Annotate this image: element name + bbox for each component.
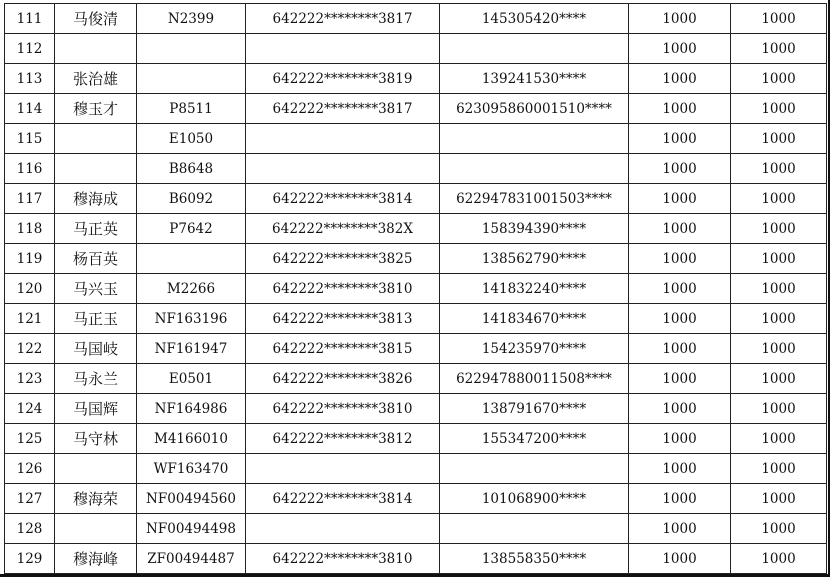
id-number-cell[interactable]: 642222********3815 xyxy=(246,334,440,364)
plate-cell[interactable]: E0501 xyxy=(137,364,246,394)
plate-cell[interactable]: NF161947 xyxy=(137,334,246,364)
account-cell[interactable]: 141832240**** xyxy=(440,274,629,304)
plate-cell[interactable] xyxy=(137,244,246,274)
plate-cell[interactable]: WF163470 xyxy=(137,454,246,484)
amount-cell-a[interactable]: 1000 xyxy=(629,304,731,334)
id-number-cell[interactable]: 642222********3814 xyxy=(246,484,440,514)
amount-cell-b[interactable]: 1000 xyxy=(731,34,827,64)
id-number-cell[interactable] xyxy=(246,514,440,544)
plate-cell[interactable]: NF00494560 xyxy=(137,484,246,514)
row-number-cell[interactable]: 121 xyxy=(5,304,55,334)
plate-cell[interactable]: B6092 xyxy=(137,184,246,214)
plate-cell[interactable]: E1050 xyxy=(137,124,246,154)
table-row xyxy=(5,364,827,394)
account-cell[interactable]: 138558350**** xyxy=(440,544,629,574)
id-number-cell[interactable]: 642222********3825 xyxy=(246,244,440,274)
table-row xyxy=(5,34,827,64)
id-number-cell[interactable]: 642222********3817 xyxy=(246,4,440,34)
id-number-cell[interactable]: 642222********3810 xyxy=(246,274,440,304)
table-row xyxy=(5,184,827,214)
id-number-cell[interactable]: 642222********3810 xyxy=(246,394,440,424)
amount-cell-b[interactable]: 1000 xyxy=(731,214,827,244)
amount-cell-a[interactable]: 1000 xyxy=(629,34,731,64)
account-cell[interactable]: 101068900**** xyxy=(440,484,629,514)
amount-cell-a[interactable]: 1000 xyxy=(629,544,731,574)
amount-cell-b[interactable]: 1000 xyxy=(731,394,827,424)
amount-cell-b[interactable]: 1000 xyxy=(731,94,827,124)
id-number-cell[interactable]: 642222********3810 xyxy=(246,544,440,574)
plate-cell[interactable]: B8648 xyxy=(137,154,246,184)
amount-cell-b[interactable]: 1000 xyxy=(731,544,827,574)
account-cell[interactable] xyxy=(440,514,629,544)
id-number-cell[interactable] xyxy=(246,454,440,484)
table-row xyxy=(5,154,827,184)
table-row xyxy=(5,244,827,274)
table-row xyxy=(5,394,827,424)
id-number-cell[interactable] xyxy=(246,154,440,184)
account-cell[interactable]: 623095860001510**** xyxy=(440,94,629,124)
row-number-cell[interactable]: 123 xyxy=(5,364,55,394)
row-number-cell[interactable]: 119 xyxy=(5,244,55,274)
row-number-cell[interactable]: 126 xyxy=(5,454,55,484)
amount-cell-a[interactable]: 1000 xyxy=(629,394,731,424)
name-cell[interactable]: 马正玉 xyxy=(55,304,137,334)
amount-cell-a[interactable]: 1000 xyxy=(629,424,731,454)
name-cell[interactable] xyxy=(55,154,137,184)
table-row xyxy=(5,424,827,454)
id-number-cell[interactable]: 642222********3819 xyxy=(246,64,440,94)
amount-cell-b[interactable]: 1000 xyxy=(731,454,827,484)
id-number-cell[interactable] xyxy=(246,34,440,64)
table-row xyxy=(5,334,827,364)
row-number-cell[interactable]: 117 xyxy=(5,184,55,214)
row-number-cell[interactable]: 118 xyxy=(5,214,55,244)
table-row xyxy=(5,4,827,34)
name-cell[interactable]: 马正英 xyxy=(55,214,137,244)
name-cell[interactable] xyxy=(55,34,137,64)
amount-cell-b[interactable]: 1000 xyxy=(731,4,827,34)
amount-cell-b[interactable]: 1000 xyxy=(731,364,827,394)
amount-cell-b[interactable]: 1000 xyxy=(731,124,827,154)
account-cell[interactable]: 622947880011508**** xyxy=(440,364,629,394)
name-cell[interactable]: 马国辉 xyxy=(55,394,137,424)
amount-cell-a[interactable]: 1000 xyxy=(629,364,731,394)
row-number-cell[interactable]: 124 xyxy=(5,394,55,424)
name-cell[interactable]: 马兴玉 xyxy=(55,274,137,304)
amount-cell-a[interactable]: 1000 xyxy=(629,124,731,154)
amount-cell-b[interactable]: 1000 xyxy=(731,154,827,184)
plate-cell[interactable]: NF163196 xyxy=(137,304,246,334)
row-number-cell[interactable]: 127 xyxy=(5,484,55,514)
account-cell[interactable]: 155347200**** xyxy=(440,424,629,454)
plate-cell[interactable] xyxy=(137,34,246,64)
table-row xyxy=(5,514,827,544)
plate-cell[interactable]: ZF00494487 xyxy=(137,544,246,574)
plate-cell[interactable]: M2266 xyxy=(137,274,246,304)
name-cell[interactable] xyxy=(55,514,137,544)
amount-cell-b[interactable]: 1000 xyxy=(731,274,827,304)
name-cell[interactable]: 杨百英 xyxy=(55,244,137,274)
amount-cell-a[interactable]: 1000 xyxy=(629,4,731,34)
account-cell[interactable]: 154235970**** xyxy=(440,334,629,364)
amount-cell-a[interactable]: 1000 xyxy=(629,274,731,304)
table-row xyxy=(5,454,827,484)
amount-cell-b[interactable]: 1000 xyxy=(731,424,827,454)
table-row xyxy=(5,214,827,244)
account-cell[interactable] xyxy=(440,454,629,484)
plate-cell[interactable]: NF164986 xyxy=(137,394,246,424)
row-number-cell[interactable]: 115 xyxy=(5,124,55,154)
name-cell[interactable] xyxy=(55,124,137,154)
amount-cell-a[interactable]: 1000 xyxy=(629,484,731,514)
account-cell[interactable]: 138791670**** xyxy=(440,394,629,424)
plate-cell[interactable]: P7642 xyxy=(137,214,246,244)
row-number-cell[interactable]: 129 xyxy=(5,544,55,574)
name-cell[interactable]: 马永兰 xyxy=(55,364,137,394)
amount-cell-a[interactable]: 1000 xyxy=(629,514,731,544)
account-cell[interactable]: 139241530**** xyxy=(440,64,629,94)
name-cell[interactable]: 穆海成 xyxy=(55,184,137,214)
plate-cell[interactable]: N2399 xyxy=(137,4,246,34)
table-row xyxy=(5,274,827,304)
data-table xyxy=(4,3,827,574)
name-cell[interactable]: 张治雄 xyxy=(55,64,137,94)
amount-cell-b[interactable]: 1000 xyxy=(731,334,827,364)
table-row xyxy=(5,544,827,574)
id-number-cell[interactable]: 642222********3813 xyxy=(246,304,440,334)
amount-cell-b[interactable]: 1000 xyxy=(731,514,827,544)
amount-cell-b[interactable]: 1000 xyxy=(731,304,827,334)
row-number-cell[interactable]: 113 xyxy=(5,64,55,94)
plate-cell[interactable]: P8511 xyxy=(137,94,246,124)
account-cell[interactable] xyxy=(440,124,629,154)
amount-cell-b[interactable]: 1000 xyxy=(731,484,827,514)
table-row xyxy=(5,304,827,334)
plate-cell[interactable]: NF00494498 xyxy=(137,514,246,544)
account-cell[interactable]: 145305420**** xyxy=(440,4,629,34)
row-number-cell[interactable]: 116 xyxy=(5,154,55,184)
row-number-cell[interactable]: 128 xyxy=(5,514,55,544)
amount-cell-a[interactable]: 1000 xyxy=(629,334,731,364)
amount-cell-a[interactable]: 1000 xyxy=(629,214,731,244)
id-number-cell[interactable] xyxy=(246,124,440,154)
table-body xyxy=(5,4,827,574)
amount-cell-b[interactable]: 1000 xyxy=(731,244,827,274)
name-cell[interactable] xyxy=(55,454,137,484)
amount-cell-a[interactable]: 1000 xyxy=(629,94,731,124)
row-number-cell[interactable]: 114 xyxy=(5,94,55,124)
account-cell[interactable]: 158394390**** xyxy=(440,214,629,244)
table-row xyxy=(5,64,827,94)
row-number-cell[interactable]: 122 xyxy=(5,334,55,364)
id-number-cell[interactable]: 642222********3814 xyxy=(246,184,440,214)
name-cell[interactable]: 马国岐 xyxy=(55,334,137,364)
account-cell[interactable]: 138562790**** xyxy=(440,244,629,274)
account-cell[interactable]: 622947831001503**** xyxy=(440,184,629,214)
name-cell[interactable]: 穆海荣 xyxy=(55,484,137,514)
id-number-cell[interactable]: 642222********3812 xyxy=(246,424,440,454)
id-number-cell[interactable]: 642222********3817 xyxy=(246,94,440,124)
amount-cell-a[interactable]: 1000 xyxy=(629,154,731,184)
row-number-cell[interactable]: 125 xyxy=(5,424,55,454)
table-row xyxy=(5,94,827,124)
name-cell[interactable]: 穆海峰 xyxy=(55,544,137,574)
row-number-cell[interactable]: 120 xyxy=(5,274,55,304)
amount-cell-a[interactable]: 1000 xyxy=(629,244,731,274)
name-cell[interactable]: 马俊清 xyxy=(55,4,137,34)
account-cell[interactable] xyxy=(440,154,629,184)
plate-cell[interactable] xyxy=(137,64,246,94)
row-number-cell[interactable]: 111 xyxy=(5,4,55,34)
name-cell[interactable]: 穆玉才 xyxy=(55,94,137,124)
table-row xyxy=(5,484,827,514)
amount-cell-a[interactable]: 1000 xyxy=(629,454,731,484)
amount-cell-b[interactable]: 1000 xyxy=(731,184,827,214)
name-cell[interactable]: 马守林 xyxy=(55,424,137,454)
account-cell[interactable]: 141834670**** xyxy=(440,304,629,334)
id-number-cell[interactable]: 642222********3826 xyxy=(246,364,440,394)
account-cell[interactable] xyxy=(440,34,629,64)
row-number-cell[interactable]: 112 xyxy=(5,34,55,64)
amount-cell-a[interactable]: 1000 xyxy=(629,64,731,94)
plate-cell[interactable]: M4166010 xyxy=(137,424,246,454)
amount-cell-b[interactable]: 1000 xyxy=(731,64,827,94)
amount-cell-a[interactable]: 1000 xyxy=(629,184,731,214)
id-number-cell[interactable]: 642222********382X xyxy=(246,214,440,244)
table-row xyxy=(5,124,827,154)
